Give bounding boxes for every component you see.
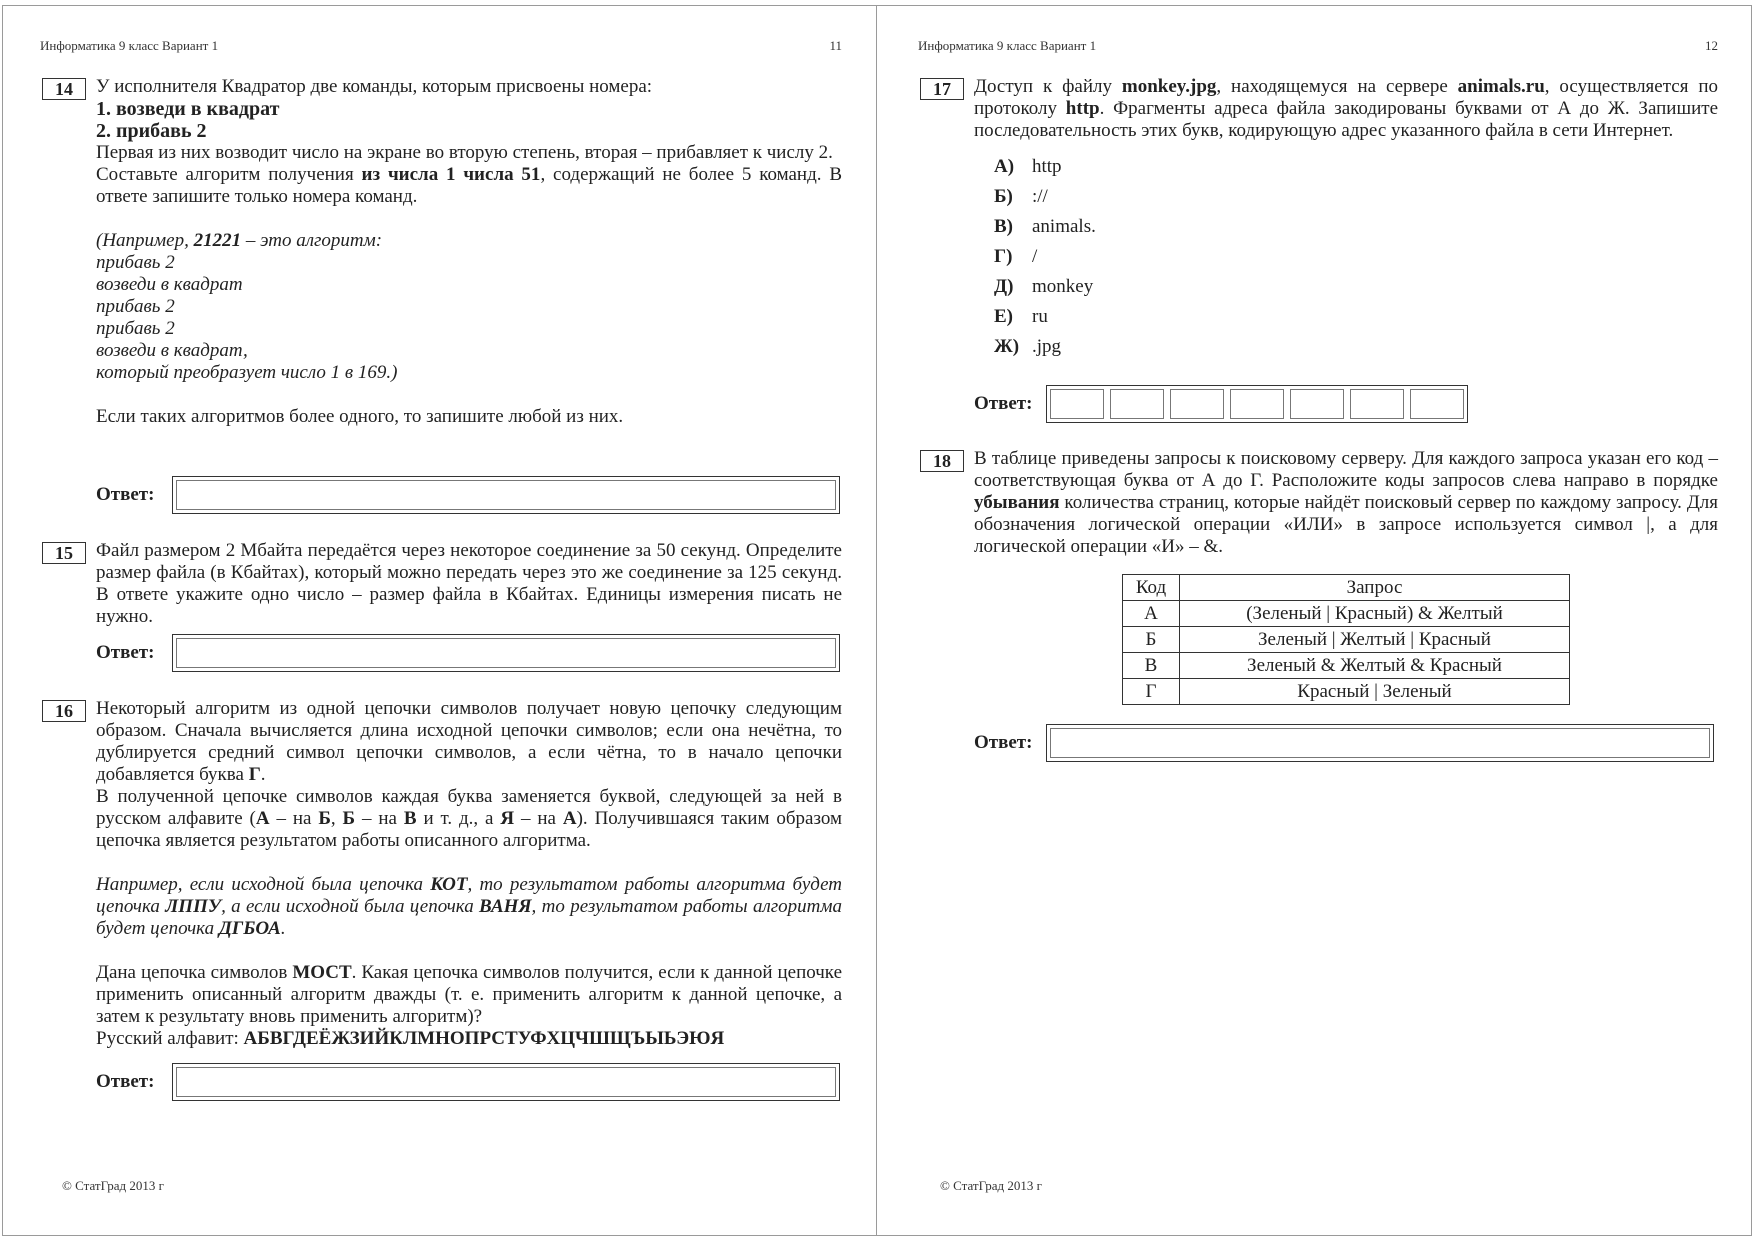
task-17 bbox=[918, 76, 1718, 362]
left-page bbox=[40, 0, 842, 1239]
answer-row-18 bbox=[974, 724, 1714, 762]
option-key: А) bbox=[994, 156, 1015, 177]
option-item bbox=[994, 152, 1718, 182]
text: – на bbox=[355, 808, 404, 829]
task-intro: У исполнителя Квадратор две команды, которым присвоены номера: bbox=[96, 76, 653, 97]
answer-cell[interactable] bbox=[1290, 389, 1344, 419]
task-text bbox=[974, 76, 1718, 142]
answer-row-17 bbox=[974, 385, 1468, 423]
text: – на bbox=[514, 808, 563, 829]
option-value: http bbox=[1032, 156, 1062, 177]
task-paragraph-2 bbox=[96, 786, 842, 852]
task-statement bbox=[96, 164, 842, 208]
page-number: 11 bbox=[829, 38, 842, 53]
text: и т. д., а bbox=[416, 808, 501, 829]
option-key: Д) bbox=[994, 276, 1014, 297]
text-bold: Б bbox=[342, 808, 356, 829]
text: Дана цепочка символов bbox=[96, 962, 293, 983]
answer-label: Ответ: bbox=[974, 732, 1033, 753]
text-bold: убывания bbox=[974, 492, 1060, 513]
text-bold: В bbox=[403, 808, 417, 829]
text: Доступ к файлу bbox=[974, 76, 1122, 97]
option-key: В) bbox=[994, 216, 1013, 237]
task-body bbox=[974, 448, 1718, 558]
text: , bbox=[330, 808, 343, 829]
text-bold: КОТ bbox=[430, 874, 468, 895]
task-paragraph-1 bbox=[96, 698, 842, 786]
answer-field-15[interactable] bbox=[172, 634, 840, 672]
answer-cell[interactable] bbox=[1410, 389, 1464, 419]
text-bold: из числа 1 числа 51 bbox=[361, 164, 541, 185]
task-body bbox=[96, 698, 842, 1050]
alphabet-line bbox=[96, 1028, 842, 1050]
text-bold: monkey.jpg bbox=[1121, 76, 1217, 97]
table-row bbox=[1123, 679, 1570, 705]
text: . bbox=[280, 918, 286, 939]
answer-field-16[interactable] bbox=[172, 1063, 840, 1101]
text-bold: ЛППУ bbox=[165, 896, 222, 917]
task-16 bbox=[40, 698, 842, 1050]
option-item bbox=[994, 272, 1718, 302]
answer-row-15 bbox=[96, 634, 840, 672]
text: Например, если исходной была цепочка bbox=[96, 874, 431, 895]
answer-label: Ответ: bbox=[96, 642, 155, 663]
text: . Фрагменты адреса файла закодированы буквами от А до Ж. Запишите последовательность этих букв, кодирующую адрес указанного файла в сети Интернет. bbox=[974, 98, 1719, 141]
option-value: .jpg bbox=[1032, 336, 1062, 357]
text: В полученной цепочке символов каждая буква заменяется буквой, следующей за ней в русском алфавите ( bbox=[96, 786, 842, 829]
alphabet: АБВГДЕЁЖЗИЙКЛМНОПРСТУФХЦЧШЩЪЫЬЭЮЯ bbox=[243, 1028, 725, 1049]
answer-field-18[interactable] bbox=[1046, 724, 1714, 762]
table-header-row bbox=[1123, 575, 1570, 601]
task-body bbox=[96, 540, 842, 628]
page-footer: © СтатГрад 2013 г bbox=[62, 1178, 164, 1193]
command-1: 1. возведи в квадрат bbox=[96, 98, 280, 120]
text-bold: ДГБОА bbox=[218, 918, 281, 939]
option-value: animals. bbox=[1032, 216, 1096, 237]
option-key: Е) bbox=[994, 306, 1013, 327]
answer-cell[interactable] bbox=[1170, 389, 1224, 419]
text: , то результатом работы алгоритма будет цепочка bbox=[96, 874, 842, 917]
answer-row-16 bbox=[96, 1063, 840, 1101]
task-15 bbox=[40, 540, 842, 628]
header-title: Информатика 9 класс Вариант 1 bbox=[40, 38, 219, 53]
text: , находящемуся на сервере bbox=[1216, 76, 1458, 97]
task-body bbox=[974, 76, 1718, 362]
answer-field-14[interactable] bbox=[172, 476, 840, 514]
option-item bbox=[994, 212, 1718, 242]
option-value: monkey bbox=[1032, 276, 1094, 297]
text: (Например, bbox=[96, 230, 194, 251]
answer-cell[interactable] bbox=[1050, 389, 1104, 419]
page-header bbox=[918, 38, 1718, 54]
page-footer: © СтатГрад 2013 г bbox=[940, 1178, 1042, 1193]
example-line: прибавь 2 bbox=[96, 296, 175, 317]
right-page bbox=[918, 0, 1718, 1239]
task-18 bbox=[918, 448, 1718, 558]
example-line: который преобразует число 1 в 169.) bbox=[96, 362, 398, 383]
option-key: Г) bbox=[994, 246, 1013, 267]
text-bold: Я bbox=[500, 808, 515, 829]
task-14 bbox=[40, 76, 842, 428]
answer-label: Ответ: bbox=[974, 393, 1033, 414]
text: Составьте алгоритм получения bbox=[96, 164, 362, 185]
text: В таблице приведены запросы к поисковому серверу. Для каждого запроса указан его код – соответствующая буква от А до Г. Расположите коды запросов слева направо в порядке bbox=[974, 448, 1718, 491]
text: , содержащий не более 5 команд. В ответе запишите только номера команд. bbox=[96, 164, 843, 207]
example-line: возведи в квадрат, bbox=[96, 340, 248, 361]
answer-cells-17 bbox=[1046, 385, 1468, 423]
option-item bbox=[994, 302, 1718, 332]
answer-cell[interactable] bbox=[1230, 389, 1284, 419]
answer-cell[interactable] bbox=[1110, 389, 1164, 419]
text: – на bbox=[269, 808, 319, 829]
answer-label: Ответ: bbox=[96, 484, 155, 505]
table-row bbox=[1123, 653, 1570, 679]
task-number: 16 bbox=[42, 700, 86, 722]
text-bold: http bbox=[1065, 98, 1100, 119]
text-bold: Б bbox=[318, 808, 331, 829]
option-key: Б) bbox=[994, 186, 1013, 207]
text: ). Получившаяся таким образом цепочка является результатом работы описанного алгоритма. bbox=[96, 808, 843, 851]
task-text: Файл размером 2 Мбайта передаётся через некоторое соединение за 50 секунд. Определите размер файла (в Кбайтах), который можно передать через это же соединение за 125 секунд. В ответе укажите одно число – размер файла в Кбайтах. Единицы измерения писать не нужно. bbox=[96, 540, 842, 627]
option-item bbox=[994, 182, 1718, 212]
option-value: :// bbox=[1032, 186, 1048, 207]
table-row bbox=[1123, 627, 1570, 653]
text: Некоторый алгоритм из одной цепочки символов получает новую цепочку следующим образом. Сначала вычисляется длина исходной цепочки символов; если она нечётна, то дублируется средний символ цепочки символов, а если чётна, то в начало цепочки добавляется буква bbox=[96, 698, 842, 785]
example-code: 21221 bbox=[193, 230, 242, 251]
answer-row-14 bbox=[96, 476, 840, 514]
table-header: Код bbox=[1123, 575, 1180, 601]
page-divider bbox=[876, 5, 877, 1236]
example-line: прибавь 2 bbox=[96, 252, 175, 273]
alphabet-label: Русский алфавит: bbox=[96, 1028, 244, 1049]
header-title: Информатика 9 класс Вариант 1 bbox=[918, 38, 1097, 53]
task-number: 14 bbox=[42, 78, 86, 100]
text-bold: МОСТ bbox=[292, 962, 352, 983]
text-bold: А bbox=[255, 808, 270, 829]
table-cell: В bbox=[1123, 653, 1180, 679]
table-cell: Г bbox=[1123, 679, 1180, 705]
table-row bbox=[1123, 601, 1570, 627]
table-cell: Красный | Зеленый bbox=[1180, 679, 1570, 705]
options-list bbox=[994, 152, 1718, 362]
task-body bbox=[96, 76, 842, 428]
task-number: 18 bbox=[920, 450, 964, 472]
command-2: 2. прибавь 2 bbox=[96, 120, 207, 142]
example-line: возведи в квадрат bbox=[96, 274, 243, 295]
example-intro bbox=[96, 230, 842, 252]
text: . bbox=[260, 764, 266, 785]
text-bold: А bbox=[562, 808, 577, 829]
table-header: Запрос bbox=[1180, 575, 1570, 601]
option-value: / bbox=[1032, 246, 1038, 267]
text-bold: ВАНЯ bbox=[479, 896, 532, 917]
answer-cell[interactable] bbox=[1350, 389, 1404, 419]
task-number: 15 bbox=[42, 542, 86, 564]
answer-label: Ответ: bbox=[96, 1071, 155, 1092]
page-number: 12 bbox=[1705, 38, 1718, 53]
table-cell: (Зеленый | Красный) & Желтый bbox=[1180, 601, 1570, 627]
task-note: Если таких алгоритмов более одного, то запишите любой из них. bbox=[96, 406, 624, 427]
option-key: Ж) bbox=[994, 336, 1020, 357]
option-item bbox=[994, 332, 1718, 362]
example-line: прибавь 2 bbox=[96, 318, 175, 339]
task-question bbox=[96, 962, 842, 1028]
text: – это алгоритм: bbox=[241, 230, 383, 251]
table-cell: А bbox=[1123, 601, 1180, 627]
query-table bbox=[1122, 574, 1570, 705]
task-number: 17 bbox=[920, 78, 964, 100]
task-example bbox=[96, 874, 842, 940]
text: , осуществляется по протоколу bbox=[974, 76, 1719, 119]
option-item bbox=[994, 242, 1718, 272]
text: количества страниц, которые найдёт поисковый сервер по каждому запросу. Для обозначения логической операции «ИЛИ» в запросе используется символ |, а для логической операции «И» – &. bbox=[974, 492, 1718, 557]
text: , то результатом работы алгоритма будет цепочка bbox=[96, 896, 842, 939]
task-description: Первая из них возводит число на экране во вторую степень, вторая – прибавляет к числу 2. bbox=[96, 142, 833, 163]
table-cell: Зеленый | Желтый | Красный bbox=[1180, 627, 1570, 653]
option-value: ru bbox=[1032, 306, 1048, 327]
text-bold: animals.ru bbox=[1457, 76, 1545, 97]
text: , а если исходной была цепочка bbox=[221, 896, 480, 917]
table-cell: Б bbox=[1123, 627, 1180, 653]
page-header bbox=[40, 38, 842, 54]
task-text bbox=[974, 448, 1718, 558]
text-bold: Г bbox=[248, 764, 261, 785]
text: . Какая цепочка символов получится, если к данной цепочке применить описанный алгоритм дважды (т. е. применить алгоритм к данной цепочке, а затем к результату вновь применить алгоритм)? bbox=[96, 962, 843, 1027]
table-cell: Зеленый & Желтый & Красный bbox=[1180, 653, 1570, 679]
